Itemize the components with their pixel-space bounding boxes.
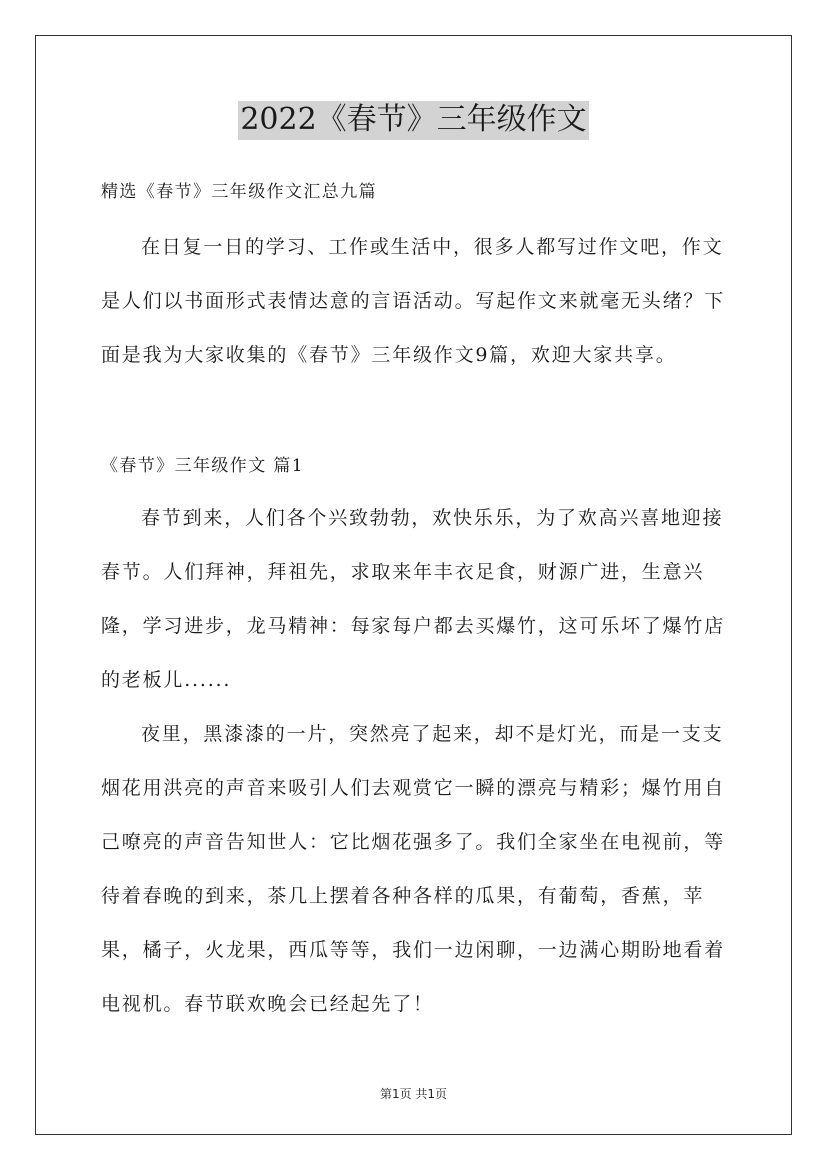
body-paragraph-1: 春节到来，人们各个兴致勃勃，欢快乐乐，为了欢高兴喜地迎接春节。人们拜神，拜祖先，求取来年丰衣足食，财源广进，生意兴隆，学习进步，龙马精神：每家每户都去买爆竹，这可乐坏了爆竹店的老板儿......	[101, 507, 726, 691]
document-title	[0, 101, 827, 140]
section-heading: 《春节》三年级作文 篇1	[101, 456, 305, 476]
document-subtitle: 精选《春节》三年级作文汇总九篇	[101, 182, 377, 202]
page-footer: 第1页 共1页	[379, 1087, 448, 1101]
intro-paragraph: 在日复一日的学习、工作或生活中，很多人都写过作文吧，作文是人们以书面形式表情达意的言语活动。写起作文来就毫无头绪？下面是我为大家收集的《春节》三年级作文9篇，欢迎大家共享。	[101, 236, 726, 366]
body-paragraph-2: 夜里，黑漆漆的一片，突然亮了起来，却不是灯光，而是一支支烟花用洪亮的声音来吸引人们去观赏它一瞬的漂亮与精彩；爆竹用自己嘹亮的声音告知世人：它比烟花强多了。我们全家坐在电视前，等待着春晚的到来，茶几上摆着各种各样的瓜果，有葡萄，香蕉，苹果，橘子，火龙果，西瓜等等，我们一边闲聊，一边满心期盼地看着电视机。春节联欢晚会已经起先了！	[101, 723, 726, 1015]
document-title-text: 2022《春节》三年级作文	[238, 101, 588, 140]
